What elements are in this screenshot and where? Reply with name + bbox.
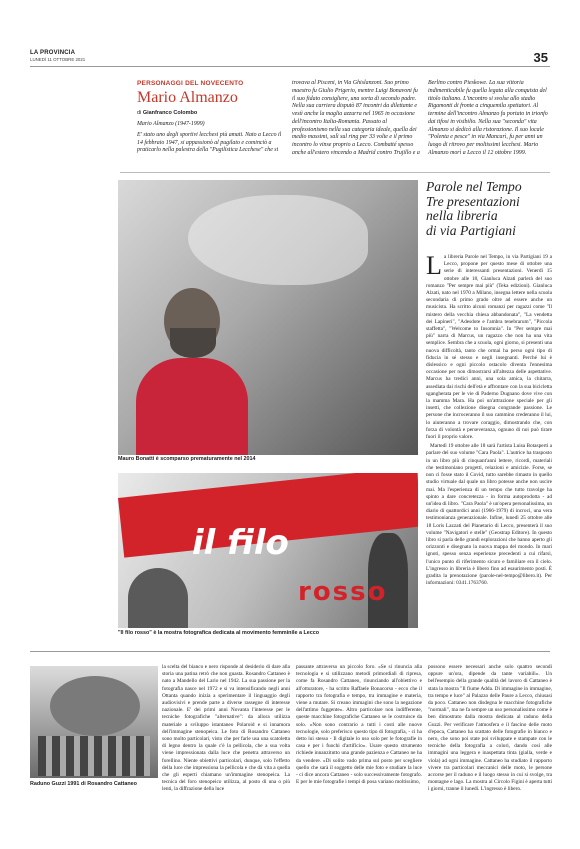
photo-caption-1: Mauro Bonatti è scomparso prematuramente nel 2014 (118, 456, 256, 462)
portrait-photo (118, 180, 418, 455)
bottom-article-column-2: passante attraverso un piccolo foro. «Se si rinuncia alla tecnologia e si utilizzano metodi primordiali di ripresa, come fa Rosandro Cattaneo, rinunciando all'obiettivo e all'otturatore, - ha scritto Raffaele Bonacorso - ecco che il rapporto tra fotografia e tempo, tra immagine e materia, viene a mutare. Si creano immagini che sono la negazione dell'attimo fuggente». Altro particolare non indifferente, queste macchine fotografiche Cattaneo se le costruisce da solo. «Non sono contrario a tutti i costi alle nuove tecnologie, solo preferisco questo tipo di fotografia, - ci ha detto lui stesso - Il digitale lo uso solo per le fotografie in casa e per i fuochi d'artificio». Usare questo strumento richiede innanzitutto una grande pazienza e Cattaneo ne ha da vendere. «Di solito vado prima sul posto per scegliere quello che sarà il soggetto delle mie foto e studiare la luce - ci dice ancora Cattaneo - solo successivamente fotografo. E per le mie fotografie i tempi di posa variano moltissimo, (296, 664, 422, 786)
newspaper-name: LA PROVINCIA (30, 50, 76, 56)
profile-body (137, 121, 287, 155)
byline-author: Gianfranco Colombo (142, 110, 198, 116)
poster-title-word1: il filo (192, 523, 289, 563)
headline-line: Tre presentazioni (426, 193, 520, 209)
photo-figure-left (128, 568, 188, 628)
article-paragraph: Martedì 19 ottobre alle 18 sarà l'artista Luisa Botasperti a parlare del suo volume "Cara Paola". L'autrice ha trasposto in un libro più di cinquant'anni lettere, ricordi, materiali che testimoniano progetti, relazioni e amicizie. Forse, se non ci fosse stato il Covid, tutto sarebbe rimasto in quello studio virtuale dal quale un libro potesse anche non uscire mai. Ma l'esperienza di un tempo che tutto travolge ha spinto a dare concretezza - in forma autoprodotta - ad un'idea di libro. "Cara Paola" è un'opera personalissima, un diario di quattordici anni (1966-1979) di incroci, una vera testimonianza generazionale. Infine, lunedì 25 ottobre alle 18 Loris Lazzati del Planetario di Lecco, presenterà il suo volume "Navigatori e stelle" (Geostrap Editore). In questo libro si parla delle grandi esplorazioni che hanno aperto gli orizzonti e disegnato la nuova mappa del mondo. In mari ignoti, spesso senza esperienze precedenti a cui rifarsi, l'unico punto di riferimento sicuro e familiare era il cielo. L'ingresso in libreria è libero fino ad esaurimento posti. È gradita la prenotazione (parole-nel-tempo@libero.it). Per informazioni: 0341.1763760. (426, 443, 552, 587)
headline-line: di via Partigiani (426, 223, 516, 239)
article-headline (426, 180, 556, 239)
photo-beard (170, 328, 216, 358)
headline-line: nella libreria (426, 208, 498, 224)
bottom-article-column-3: possono essere necessari anche solo quattro secondi oppure un'ora, dipende da tante variabili». Un bell'esempio della grande qualità del lavoro di Cattaneo è stata la mostra "Il fiume Adda. Di immagine in immagine, tra tempo e luce" al Palazzo delle Paure a Lecco, chiusasi da poco. Cattaneo non disdegna le macchine fotografiche "normali", ma ne fa sempre un uso personalissimo come è ben dimostrato dalla mostra dedicata al raduno della Guzzi. Per verificare l'atmosfera e il fascino delle moto d'epoca, Cattaneo ha scattato delle fotografie in bianco e nero, che sono poi state poi sviluppate e stampate con le tecniche della fotografia a colori, dando così alle immagini una leggera e inaspettata tinta (gialla, verde e viola) ad ogni immagine. Cattaneo ha studiato il rapporto vivere tra particolari meccanici delle moto, le persone accorse per il raduno e il luogo stesso in cui si svolge, tra montagne e lago. La mostra al Circolo Figini è aperta tutti i giorni, tranne il lunedì. L'ingresso è libero. (428, 664, 552, 793)
poster-title-word2: rosso (298, 577, 388, 607)
byline (137, 110, 287, 116)
article-paragraph-text: a libreria Parole nel Tempo, in via Partigiani 19 a Lecco, propone per questo mese di ottobre una serie di interessanti presentazioni. Venerdì 15 ottobre alle 18, Gianluca Alzati parlerà del suo romanzo "Per sempre mai più" (Teka edizioni). Gianluca Alzati, nato nel 1970 a Milano, insegna lettere nella scuola secondaria di primo grado oltre ad essere anche un musicista. Ha scritto alcuni romanzi per ragazzi come "Il mistero della vecchia chiesa abbandonata", "La vendetta dei Lapineri", "Adesdote e l'ambra tenebrarum", "Piccola staffetta", "Welcome to Insomnia". In "Per sempre mai più" narra di Marcus, un ragazzo che non ha una vita semplice. Sembra che a scuola, ogni giorno, si presenti una nuova difficoltà, tanto che ormai ha perso ogni tipo di fiducia in sé stesso e negli insegnanti. Perché lui è dislessico e ogni piccolo ostacolo diventa l'ennesima occasione per non dimostrarsi all'altezza delle aspettative. Marcus ha tredici anni, una sola amica, la chitarra, assediata dai rischi dell'età e affrontare con la sua bicicletta sgangherata per le vie di Paderno Dugnano dove vive con la mamma Mara. Ha poi un'attrazione speciale per gli insetti, che collezione disegna congrande passione. Le persone che incroceranno il suo cammino crederanno il lui, lo aiuteranno a trovare coraggio, dimostrando che, con forza di volontà e perseveranza, ognuno di noi può tirare fuori il proprio valore. (426, 254, 552, 441)
bottom-divider (30, 651, 550, 652)
header-divider (30, 66, 550, 67)
section-kicker: PERSONAGGI DEL NOVECENTO (137, 80, 244, 87)
byline-prefix: di (137, 110, 143, 116)
profile-column-2: trovava al Pisceni, in Via Ghislanzoni. Suo primo maestro fu Giulio Prigerio, mentre Luigi Bonavoni fu il suo fidato consigliere, una sorta di secondo padre. Nella sua carriera disputò 87 incontri da dilettante e vestì anche la maglia azzurra nel 1965 in occasione dell'incontro Italia-Romania. Passato al professionismo nella sua categoria ideale, quella dei medio massimi, salì sul ring per 33 volte e il primo incontro lo vinse proprio a Lecco. Combatté spesso anche all'estero vincendo a Madrid contro Trujillo e a (292, 80, 420, 157)
profile-name: Mario Almanzo (137, 89, 238, 106)
photo-caption-2: "Il filo rosso" è la mostra fotografica dedicata al movimento femminile a Lecco (118, 630, 320, 636)
issue-date: LUNEDÌ 11 OTTOBRE 2021 (30, 57, 86, 62)
section-divider (120, 172, 550, 173)
guzzi-photo (30, 666, 158, 778)
photo-veil-shape (188, 195, 368, 285)
article-paragraph (426, 251, 552, 441)
headline-line: Parole nel Tempo (426, 179, 522, 194)
profile-column-3: Berlino contro Pieskowe. La sua vittoria indimenticabile fu quella legata alla conquista del titolo italiano. L'incontro si svolse allo stadio Rigamonti di fronte a cinquemila spettatori. Al termine dell'incontro Almanzo fu portato in trionfo dai tifosi in visibilio. Nella sua "seconda" vita Almanzo si dedicò alla ristorazione. Il suo locale "Polenta e pesce" in via Mancarì, fu per anni un luogo di ritrovo per moltissimi lecchesi. Mario Almanzo morì a Lecco il 12 ottobre 1999. (428, 80, 548, 157)
page-number: 35 (533, 50, 548, 65)
profile-dates: Mario Almanzo (1947-1999) (137, 121, 205, 127)
exhibition-photo (118, 473, 418, 628)
personaggi-column (137, 80, 287, 158)
bottom-article-column-1: la scelta del bianco e nero risponde al desiderio di dare alla storia una patina retrò che non guasta. Rosandro Cattaneo è nato a Mandello del Lario nel 1942. La sua passione per la fotografia nasce nel 1972 e si va intensificando negli anni Ottanta quando inizia a sperimentare il linguaggio degli audiovisivi e prende parte a diverse rassegne di interesse nazionale. E' dei primi anni Novanta l'interesse per le tecniche fotografiche "alternative": da allora utilizza materiale a sviluppo istantaneo Polaroid e si innamora dell'immagine stenopeica. Le foto di Rosandro Cattaneo sono molto particolari, visto che per farle usa una scatoletta di legno dentro la quale c'è la pellicola, che a sua volta viene impressionata dalla luce che penetra attraverso un forellino. Niente obiettivi particolari, dunque, solo l'effetto della luce che impressiona la pellicola e che dà vita a quella che gli esperti chiamano un'immagine stenopeica. La tecnica del foro stenopeico utilizza, al posto di una o più lenti, la diffrazione della luce (162, 664, 290, 793)
photo-tree (50, 676, 140, 736)
photo-caption-3: Raduno Guzzi 1991 di Rosandro Cattaneo (30, 781, 137, 787)
photo-crowd (38, 736, 150, 776)
drop-cap: L (426, 251, 442, 280)
article-body (426, 251, 552, 589)
profile-paragraph: E' stato uno degli sportivi lecchesi più amati. Nato a Lecco il 14 febbraio 1947, si appassionò al pugilato e cominciò a praticarlo nella palestra della "Pugilistica Lecchese" che si (137, 131, 282, 154)
photo-red-shirt (136, 358, 248, 455)
